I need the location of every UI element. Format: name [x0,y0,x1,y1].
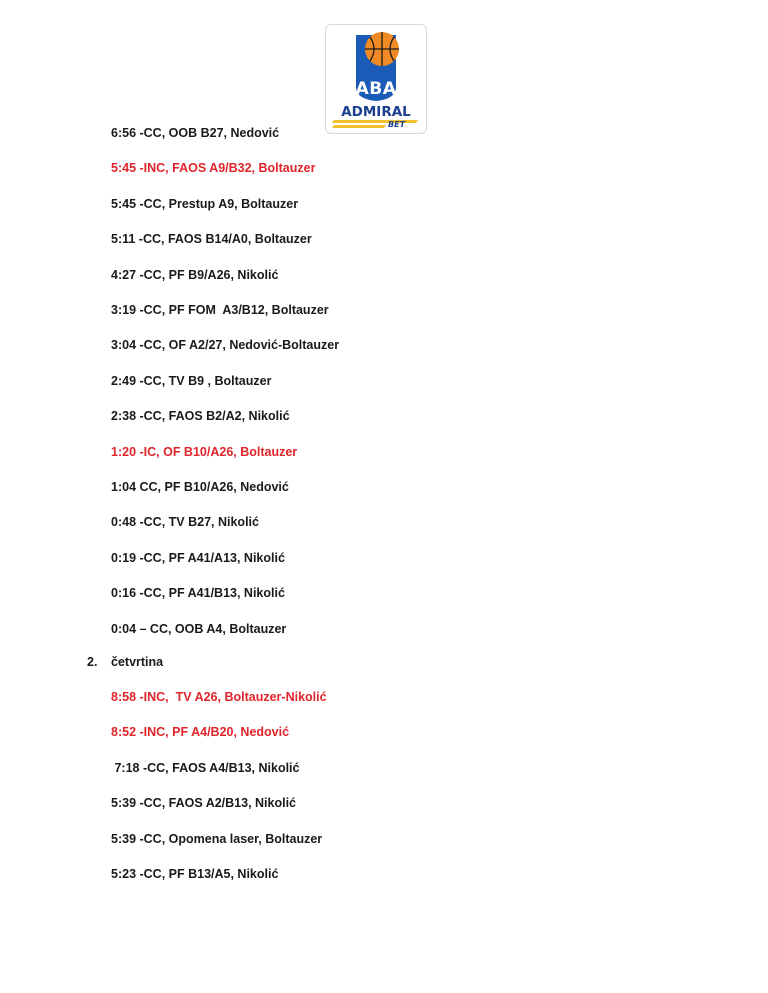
aba-admiral-bet-logo [325,24,427,134]
logo-stripe [332,120,418,123]
call-entry: 5:23 -CC, PF B13/A5, Nikolić [111,867,279,881]
logo-aba-text: ABA [355,79,397,99]
logo-admiral-text: ADMIRAL [341,104,411,120]
call-entry: 4:27 -CC, PF B9/A26, Nikolić [111,267,279,282]
call-entry: 2:49 -CC, TV B9 , Boltauzer [111,373,272,388]
call-entry: 0:48 -CC, TV B27, Nikolić [111,515,259,530]
call-entry: 6:56 -CC, OOB B27, Nedović [111,126,280,140]
call-entry: 5:45 -CC, Prestup A9, Boltauzer [111,196,299,211]
call-entry: 5:45 -INC, FAOS A9/B32, Boltauzer [111,161,316,176]
section-number: 2. [87,655,98,669]
call-entry: 5:39 -CC, Opomena laser, Boltauzer [111,831,323,846]
logo-bet-text: BET [388,120,406,129]
call-entry: 3:19 -CC, PF FOM A3/B12, Boltauzer [111,303,329,317]
call-entry: 1:20 -IC, OF B10/A26, Boltauzer [111,444,298,459]
call-entry: 8:58 -INC, TV A26, Boltauzer-Nikolić [111,690,327,704]
call-entry: 2:38 -CC, FAOS B2/A2, Nikolić [111,409,290,424]
section-title: četvrtina [111,655,164,669]
call-entry: 0:19 -CC, PF A41/A13, Nikolić [111,550,285,565]
call-entry: 8:52 -INC, PF A4/B20, Nedović [111,725,290,740]
call-entry: 1:04 CC, PF B10/A26, Nedović [111,480,289,494]
call-entry: 5:11 -CC, FAOS B14/A0, Boltauzer [111,232,312,247]
call-entry: 5:39 -CC, FAOS A2/B13, Nikolić [111,796,297,811]
call-entry: 3:04 -CC, OF A2/27, Nedović-Boltauzer [111,338,340,353]
call-entry: 0:04 – CC, OOB A4, Boltauzer [111,621,287,636]
call-entry: 7:18 -CC, FAOS A4/B13, Nikolić [111,760,300,775]
call-entry: 0:16 -CC, PF A41/B13, Nikolić [111,586,285,601]
